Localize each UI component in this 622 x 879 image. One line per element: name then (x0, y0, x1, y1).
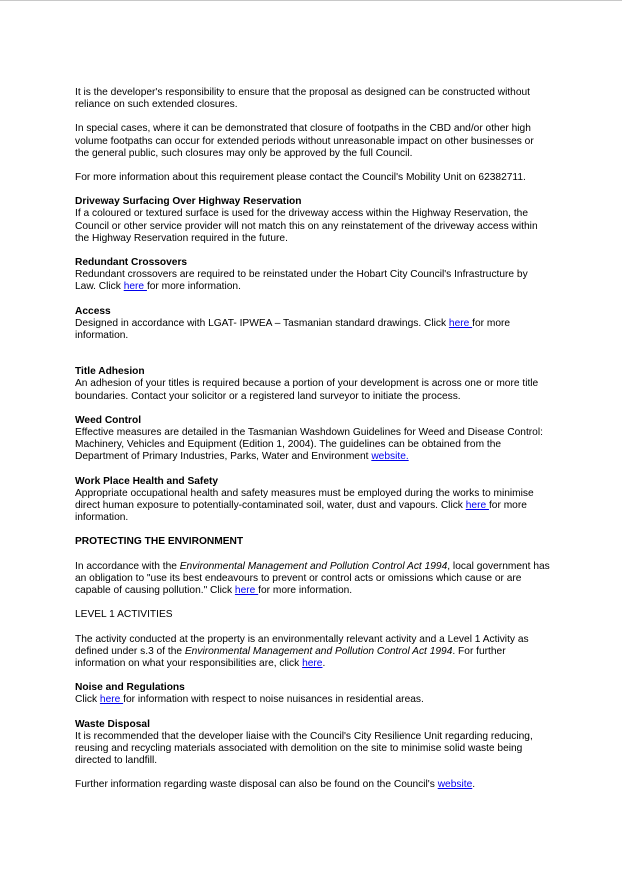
section-crossovers (75, 257, 550, 294)
title-adhesion-body: An adhesion of your titles is required because a portion of your development is across one or more title boundaries. Contact your solicitor or a registered land surveyor to initiate the process. (75, 378, 539, 402)
whs-text-after: for more information. (75, 500, 527, 524)
waste-heading: Waste Disposal (75, 718, 150, 730)
waste-website-link[interactable]: website (437, 779, 473, 791)
waste-further-text-after: . (472, 779, 476, 791)
environment-here-link[interactable]: here (234, 585, 259, 597)
driveway-body: If a coloured or textured surface is used for the driveway access within the Highway Reservation, the Council or other service provider will not match this on any reinstatement of the driveway access within the Highway Reservation required in the future. (75, 208, 538, 244)
access-body (75, 318, 550, 342)
section-waste (75, 719, 550, 792)
access-heading: Access (75, 305, 111, 317)
level1-body (75, 634, 550, 671)
level1-here-link[interactable]: here (302, 657, 323, 669)
level1-heading: LEVEL 1 ACTIVITIES (75, 609, 173, 621)
section-environment (75, 536, 550, 597)
spacer (75, 354, 550, 366)
whs-text: Appropriate occupational health and safety measures must be employed during the works to minimise direct human exposure to potentially-contaminated soil, water, dust and vapours. Click (75, 487, 534, 512)
environment-text-2: , local government has an obligation to "use its best endeavours to prevent or control acts or omissions which cause or are capable of causing pollution." Click (75, 560, 550, 597)
environment-body (75, 561, 550, 598)
section-level1 (75, 609, 550, 670)
document-page (75, 87, 550, 804)
weed-text: Effective measures are detailed in the Tasmanian Washdown Guidelines for Weed and Disease Control: Machinery, Vehicles and Equipment (Edition 1, 2004). The guidelines can be obtained from the Department of Primary Industries, Parks, Water and Environment (75, 427, 543, 463)
level1-act-title: Environmental Management and Pollution Control Act 1994 (184, 645, 453, 657)
section-title-adhesion (75, 366, 550, 403)
section-driveway (75, 196, 550, 245)
waste-body: It is recommended that the developer liaise with the Council's City Resilience Unit regarding reducing, reusing and recycling materials associated with demolition on the site to minimise solid waste being directed to landfill. (75, 730, 533, 767)
section-whs (75, 476, 550, 525)
noise-text-after: for information with respect to noise nuisances in residential areas. (123, 694, 424, 706)
title-adhesion-heading: Title Adhesion (75, 366, 145, 378)
access-text-after: for more information. (75, 317, 511, 342)
level1-text-1: The activity conducted at the property is an environmentally relevant activity and a Level 1 Activity as defined under s.3 of the (75, 633, 529, 657)
level1-text-3: . (322, 657, 326, 669)
weed-heading: Weed Control (75, 414, 142, 426)
section-access (75, 306, 550, 343)
intro-paragraph-1: It is the developer's responsibility to ensure that the proposal as designed can be constructed without reliance on such extended closures. (75, 87, 530, 111)
crossovers-body (75, 269, 550, 293)
noise-here-link[interactable]: here (99, 694, 124, 706)
crossovers-text: Redundant crossovers are required to be reinstated under the Hobart City Council's Infrastructure by Law. Click (75, 269, 528, 293)
page-top-border (0, 0, 622, 1)
weed-body (75, 427, 550, 464)
access-here-link[interactable]: here (448, 317, 473, 329)
section-noise (75, 682, 550, 706)
environment-act-title: Environmental Management and Pollution Control Act 1994 (179, 560, 448, 572)
environment-text-1: In accordance with the (75, 560, 180, 572)
waste-further-info (75, 779, 550, 791)
environment-text-3: for more information. (258, 585, 353, 597)
noise-text: Click (75, 694, 100, 706)
intro-paragraph-3: For more information about this requirement please contact the Council's Mobility Unit on 62382711. (75, 172, 526, 184)
driveway-heading: Driveway Surfacing Over Highway Reservation (75, 196, 302, 208)
crossovers-heading: Redundant Crossovers (75, 257, 188, 269)
whs-heading: Work Place Health and Safety (75, 475, 219, 487)
intro-paragraph-2: In special cases, where it can be demonstrated that closure of footpaths in the CBD and/or other high volume footpaths can occur for extended periods without unreasonable impact on other businesses or the general public, such closures may only be approved by the full Council. (75, 123, 534, 159)
whs-body (75, 488, 550, 525)
access-text: Designed in accordance with LGAT- IPWEA – Tasmanian standard drawings. Click (75, 317, 449, 329)
level1-text-2: . For further information on what your responsibilities are, click (75, 645, 506, 669)
environment-heading: PROTECTING THE ENVIRONMENT (75, 536, 244, 548)
noise-heading: Noise and Regulations (75, 682, 185, 694)
crossovers-here-link[interactable]: here (123, 281, 147, 293)
waste-further-text: Further information regarding waste disposal can also be found on the Council's (75, 779, 438, 791)
weed-website-link[interactable]: website. (371, 451, 409, 463)
noise-body (75, 694, 550, 706)
section-weed-control (75, 415, 550, 464)
crossovers-text-after: for more information. (146, 281, 241, 293)
whs-here-link[interactable]: here (465, 500, 489, 512)
